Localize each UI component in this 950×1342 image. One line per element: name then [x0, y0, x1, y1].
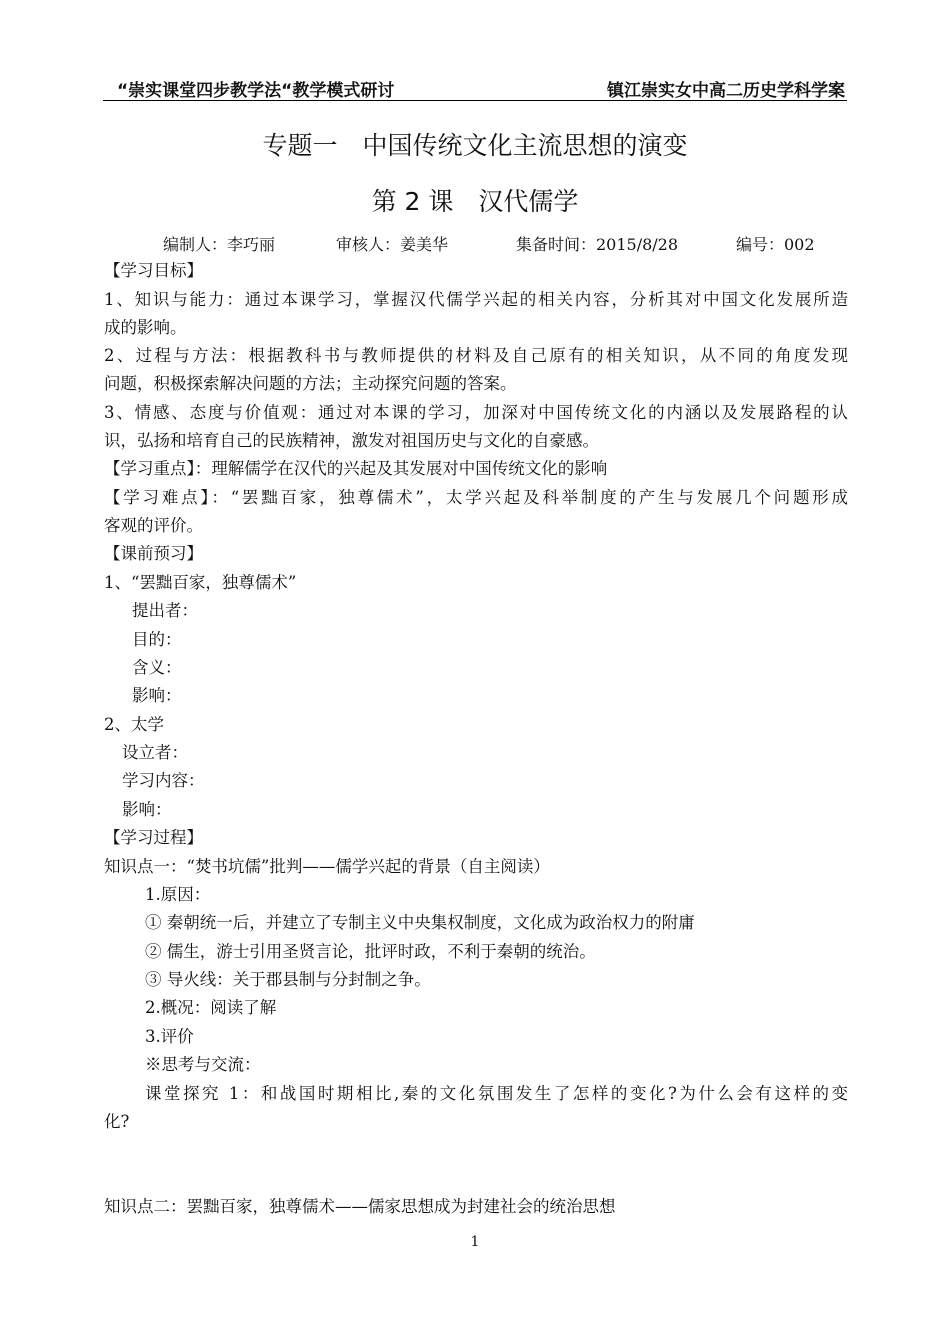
difficulty-line-2: 客观的评价。 — [104, 516, 203, 535]
class-exploration-1-line-2: 化? — [104, 1112, 130, 1131]
preview-item-2: 2、太学 — [104, 715, 164, 734]
cause-item-1: ① 秦朝统一后，并建立了专制主义中央集权制度，文化成为政治权力的附庸 — [145, 913, 695, 932]
evaluation-label: 3.评价 — [145, 1027, 194, 1046]
key-point: 【学习重点】：理解儒学在汉代的兴起及其发展对中国传统文化的影响 — [104, 459, 608, 478]
preview-item-1: 1、“罢黜百家，独尊儒术” — [104, 573, 297, 592]
preview-purpose-field: 目的： — [132, 630, 182, 649]
topic-title: 专题一 中国传统文化主流思想的演变 — [262, 131, 688, 160]
knowledge-point-2-title: 知识点二：罢黜百家，独尊儒术——儒家思想成为封建社会的统治思想 — [104, 1197, 616, 1216]
cause-item-2: ② 儒生，游士引用圣贤言论，批评时政，不利于秦朝的统治。 — [145, 942, 596, 961]
goal-3-line-2: 识，弘扬和培育自己的民族精神，激发对祖国历史与文化的自豪感。 — [104, 431, 599, 450]
number-info: 编号：002 — [736, 235, 815, 254]
page-header — [103, 76, 847, 101]
process-heading: 【学习过程】 — [104, 828, 203, 847]
preview-impact-field: 影响： — [132, 686, 182, 705]
reviewer-info: 审核人：姜美华 — [336, 235, 449, 254]
goal-2-line-1: 2、过程与方法：根据教科书与教师提供的材料及自己原有的相关知识，从不同的角度发现 — [104, 346, 848, 365]
goal-3-line-1: 3、情感、态度与价值观：通过对本课的学习，加深对中国传统文化的内涵以及发展路程的认 — [104, 403, 848, 422]
header-left: “崇实课堂四步教学法“教学模式研讨 — [117, 81, 395, 101]
goal-2-line-2: 问题，积极探索解决问题的方法；主动探究问题的答案。 — [104, 374, 517, 393]
goals-heading: 【学习目标】 — [104, 261, 203, 280]
class-exploration-1-line-1: 课堂探究 1：和战国时期相比,秦的文化氛围发生了怎样的变化?为什么会有这样的变 — [145, 1084, 848, 1103]
header-right: 镇江崇实女中高二历史学科学案 — [607, 81, 845, 101]
page-number: 1 — [470, 1234, 480, 1250]
overview-label: 2.概况：阅读了解 — [145, 998, 277, 1017]
knowledge-point-1-title: 知识点一：“焚书坑儒”批判——儒学兴起的背景（自主阅读） — [104, 857, 550, 876]
preview-impact-field-2: 影响： — [122, 800, 172, 819]
difficulty-line-1: 【学习难点】：“罢黜百家，独尊儒术”，太学兴起及科举制度的产生与发展几个问题形成 — [104, 488, 848, 507]
goal-1-line-1: 1、知识与能力：通过本课学习，掌握汉代儒学兴起的相关内容，分析其对中国文化发展所造 — [104, 290, 848, 309]
think-discuss-label: ※思考与交流： — [145, 1055, 261, 1074]
goal-1-line-2: 成的影响。 — [104, 318, 187, 337]
date-info: 集备时间：2015/8/28 — [516, 235, 679, 254]
preview-proposer-field: 提出者： — [132, 601, 198, 620]
preview-meaning-field: 含义： — [132, 658, 182, 677]
lesson-title: 第 2 课 汉代儒学 — [371, 187, 579, 216]
editor-info: 编制人：李巧丽 — [163, 235, 276, 254]
cause-item-3: ③ 导火线：关于郡县制与分封制之争。 — [145, 970, 431, 989]
preview-content-field: 学习内容： — [122, 771, 205, 790]
preview-founder-field: 设立者： — [122, 743, 188, 762]
cause-label: 1.原因： — [145, 885, 211, 904]
preview-heading: 【课前预习】 — [104, 544, 203, 563]
